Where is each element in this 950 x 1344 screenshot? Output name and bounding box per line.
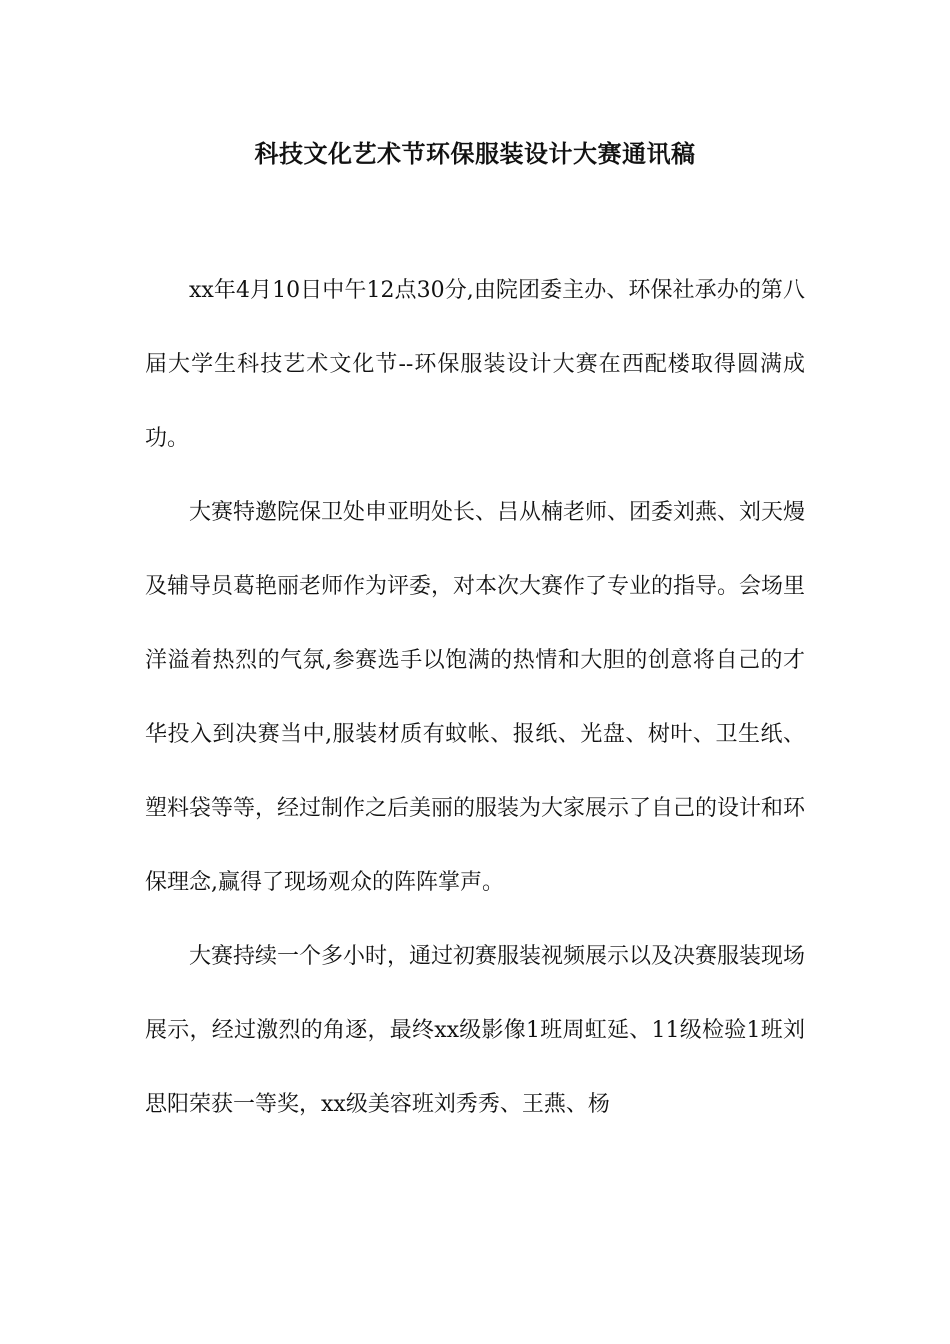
document-body <box>145 254 805 1142</box>
paragraph-judges-and-atmosphere: 大赛特邀院保卫处申亚明处长、吕从楠老师、团委刘燕、刘天熳及辅导员葛艳丽老师作为评委，对本次大赛作了专业的指导。会场里洋溢着热烈的气氛,参赛选手以饱满的热情和大胆的创意将自己的才华投入到决赛当中,服装材质有蚊帐、报纸、光盘、树叶、卫生纸、塑料袋等等，经过制作之后美丽的服装为大家展示了自己的设计和环保理念,赢得了现场观众的阵阵掌声。 <box>145 500 806 895</box>
paragraph-results: 大赛持续一个多小时，通过初赛服装视频展示以及决赛服装现场展示，经过激烈的角逐，最终xx级影像1班周虹延、11级检验1班刘思阳荣获一等奖，xx级美容班刘秀秀、王燕、杨 <box>145 944 806 1117</box>
paragraph-event-summary: xx年4月10日中午12点30分,由院团委主办、环保社承办的第八届大学生科技艺术文化节--环保服装设计大赛在西配楼取得圆满成功。 <box>145 278 805 451</box>
document-title: 科技文化艺术节环保服装设计大赛通讯稿 <box>254 139 696 168</box>
